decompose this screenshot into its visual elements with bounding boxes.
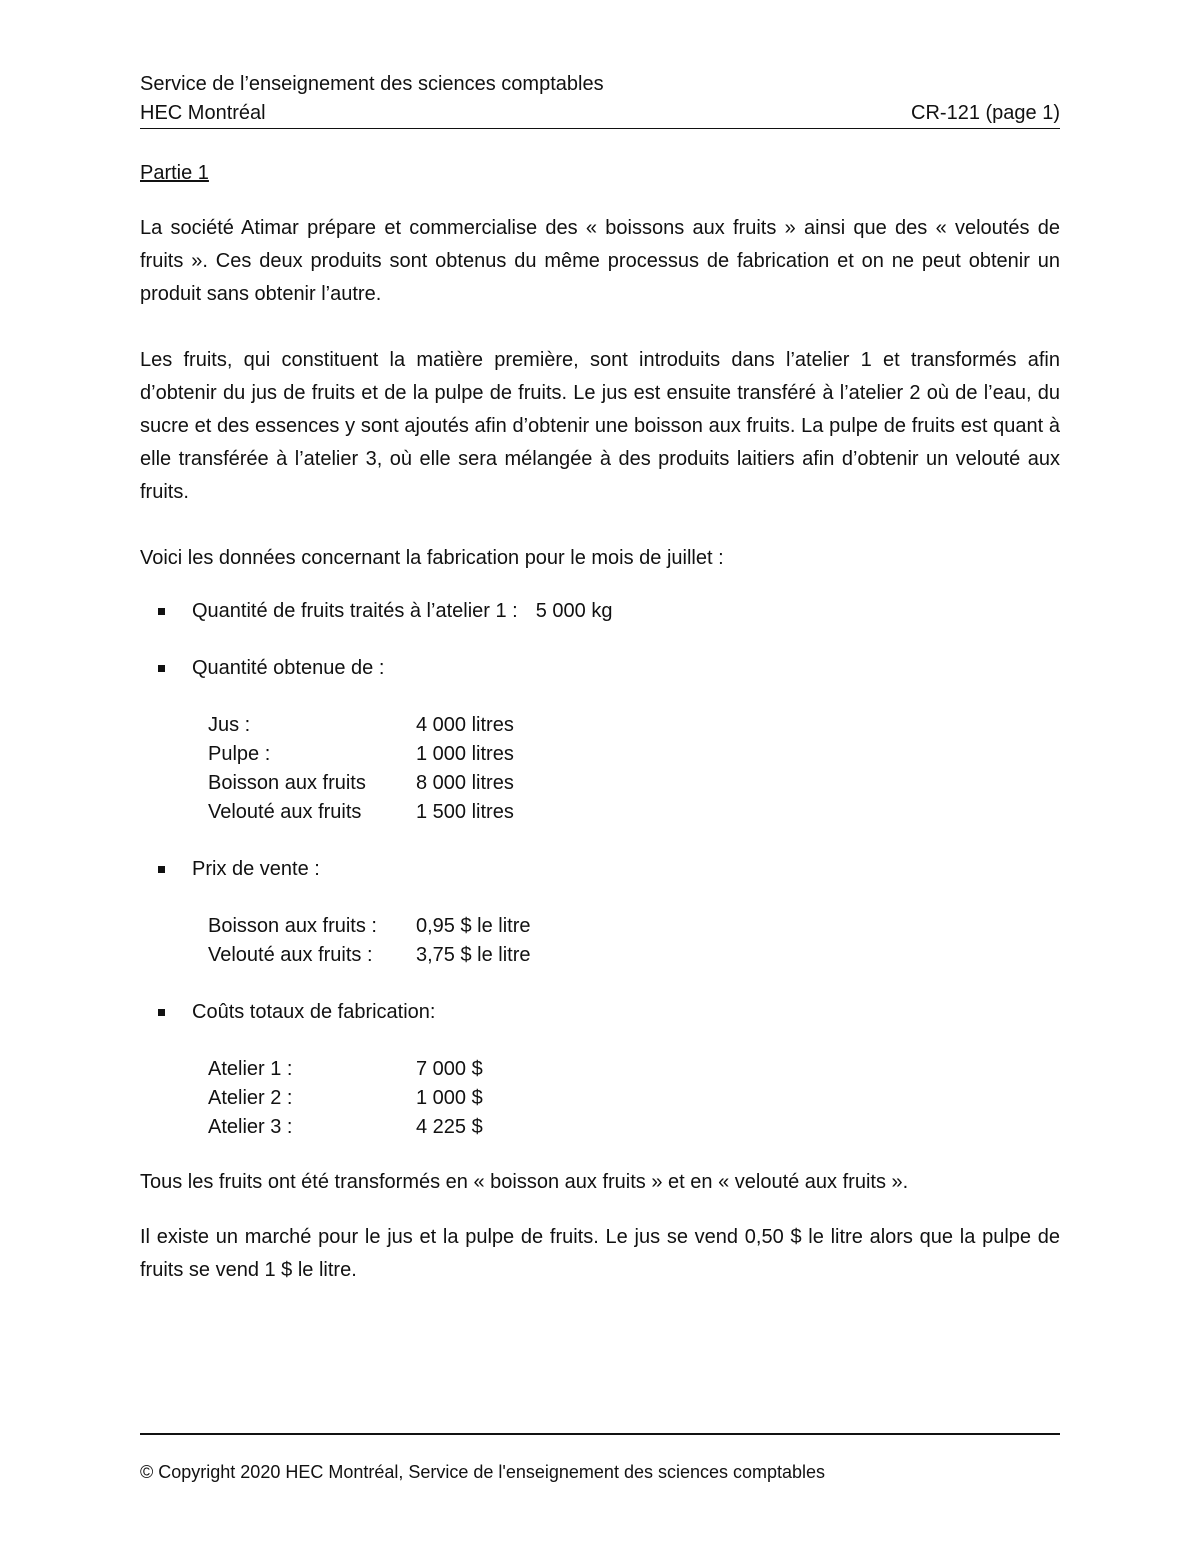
list-item-costs xyxy=(140,998,1060,1142)
table-row xyxy=(208,1084,1060,1113)
table-row xyxy=(208,1113,1060,1142)
row-label: Atelier 1 : xyxy=(208,1058,293,1080)
row-value: 1 000 $ xyxy=(416,1087,483,1109)
bullet-square-icon xyxy=(158,608,165,615)
row-value: 4 225 $ xyxy=(416,1116,483,1138)
paragraph-process: Les fruits, qui constituent la matière première, sont introduits dans l’atelier 1 et transformés afin d’obtenir du jus de fruits et de la pulpe de fruits. Le jus est ensuite transféré à l’atelier 2 où de l’eau, du sucre et des essences y sont ajoutés afin d’obtenir une boisson aux fruits. La pulpe de fruits est quant à elle transférée à l’atelier 3, où elle sera mélangée à des produits laitiers afin d’obtenir un velouté aux fruits. xyxy=(140,349,1060,503)
row-label: Velouté aux fruits xyxy=(208,801,362,823)
row-value: 1 500 litres xyxy=(416,801,514,823)
page-header xyxy=(140,70,1060,128)
table-row xyxy=(208,798,1060,827)
row-value: 1 000 litres xyxy=(416,743,514,765)
footer-divider xyxy=(140,1433,1060,1435)
row-label: Atelier 2 : xyxy=(208,1087,293,1109)
header-page-ref: CR-121 (page 1) xyxy=(911,102,1060,124)
bullet-square-icon xyxy=(158,866,165,873)
quantity-label: Quantité obtenue de : xyxy=(192,657,385,679)
table-row xyxy=(208,1055,1060,1084)
data-list xyxy=(140,597,1060,1142)
header-department: Service de l’enseignement des sciences comptables xyxy=(140,73,604,95)
paragraph-data-intro: Voici les données concernant la fabrication pour le mois de juillet : xyxy=(140,547,724,569)
prices-label: Prix de vente : xyxy=(192,858,320,880)
fruits-treated-value: 5 000 kg xyxy=(535,600,613,622)
bullet-square-icon xyxy=(158,665,165,672)
row-label: Jus : xyxy=(208,714,251,736)
costs-label: Coûts totaux de fabrication: xyxy=(192,1001,436,1023)
row-label: Boisson aux fruits : xyxy=(208,915,377,937)
header-school: HEC Montréal xyxy=(140,102,266,124)
list-item-fruits-treated xyxy=(140,597,1060,626)
row-label: Velouté aux fruits : xyxy=(208,944,373,966)
row-label: Atelier 3 : xyxy=(208,1116,293,1138)
row-value: 4 000 litres xyxy=(416,714,514,736)
row-value: 3,75 $ le litre xyxy=(416,944,531,966)
copyright-footer: © Copyright 2020 HEC Montréal, Service de l'enseignement des sciences comptables xyxy=(140,1462,826,1482)
table-row xyxy=(208,912,1060,941)
row-value: 8 000 litres xyxy=(416,772,514,794)
section-title: Partie 1 xyxy=(140,162,209,184)
table-row xyxy=(208,740,1060,769)
row-label: Boisson aux fruits xyxy=(208,772,366,794)
list-item-quantity xyxy=(140,654,1060,827)
header-divider xyxy=(140,128,1060,129)
quantity-table xyxy=(208,711,1060,827)
row-value: 0,95 $ le litre xyxy=(416,915,531,937)
paragraph-all-transformed: Tous les fruits ont été transformés en « boisson aux fruits » et en « velouté aux fruits ». xyxy=(140,1171,909,1193)
paragraph-market: Il existe un marché pour le jus et la pulpe de fruits. Le jus se vend 0,50 $ le litre alors que la pulpe de fruits se vend 1 $ le litre. xyxy=(140,1226,1060,1281)
row-value: 7 000 $ xyxy=(416,1058,483,1080)
document-body xyxy=(140,157,1060,1287)
table-row xyxy=(208,941,1060,970)
paragraph-intro: La société Atimar prépare et commercialise des « boissons aux fruits » ainsi que des « veloutés de fruits ». Ces deux produits sont obtenus du même processus de fabrication et on ne peut obtenir un produit sans obtenir l’autre. xyxy=(140,217,1060,305)
bullet-square-icon xyxy=(158,1009,165,1016)
prices-table xyxy=(208,912,1060,970)
table-row xyxy=(208,769,1060,798)
fruits-treated-label: Quantité de fruits traités à l’atelier 1 : xyxy=(192,600,518,622)
list-item-prices xyxy=(140,855,1060,970)
row-label: Pulpe : xyxy=(208,743,271,765)
document-page xyxy=(140,0,1060,1553)
table-row xyxy=(208,711,1060,740)
costs-table xyxy=(208,1055,1060,1142)
